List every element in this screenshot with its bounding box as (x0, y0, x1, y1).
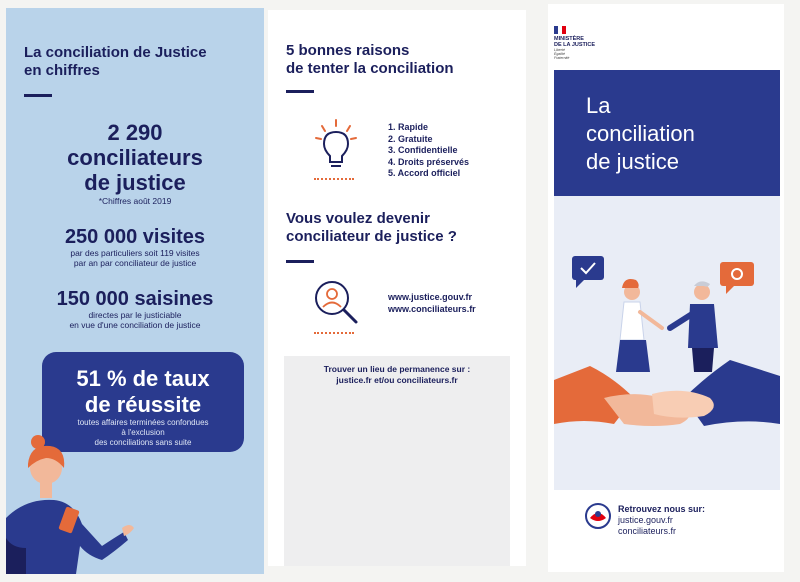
success-rate-value: 51 % de taux de réussite (76, 366, 210, 417)
list-item: 1. Rapide (388, 122, 429, 132)
stat-referrals-detail: directes par le justiciable en vue d'une conciliation de justice (69, 310, 201, 330)
become-title: Vous voulez devenir conciliateur de justice ? (286, 210, 457, 245)
ministry-motto: Liberté Égalité Fraternité (554, 48, 570, 61)
location-text: Trouver un lieu de permanence sur : justice.fr et/ou conciliateurs.fr (323, 364, 471, 385)
panel-cover (548, 4, 784, 572)
stat-conciliators: 2 290 conciliateurs de justice (67, 120, 203, 195)
stat-visits-detail: par des particuliers soit 119 visites par an par conciliateur de justice (70, 248, 200, 268)
stat-referrals: 150 000 saisines (56, 288, 214, 310)
success-rate-detail: toutes affaires terminées confondues à l'exclusion des conciliations sans suite (77, 418, 209, 447)
link-conciliateurs[interactable]: www.conciliateurs.fr (388, 303, 476, 314)
panel-reasons (268, 10, 526, 566)
ministry-logo: MINISTÈRE DE LA JUSTICE (554, 36, 596, 48)
stat-visits: 250 000 visites (64, 226, 206, 248)
list-item: 4. Droits préservés (388, 156, 470, 167)
icon-underline (314, 178, 354, 180)
icon-underline (314, 332, 354, 334)
magnifier-person-icon (310, 276, 362, 328)
list-item: 5. Accord officiel (388, 168, 461, 178)
reasons-title: 5 bonnes raisons de tenter la conciliation (286, 42, 454, 77)
location-box (284, 356, 510, 566)
reasons-list (388, 122, 469, 180)
reasons-divider (286, 90, 314, 93)
link-justice[interactable]: www.justice.gouv.fr (388, 292, 473, 302)
website-links (388, 292, 476, 315)
republic-flag-icon (554, 26, 566, 34)
stat-note: *Chiffres août 2019 (98, 196, 172, 206)
cover-title-box (554, 70, 780, 196)
become-divider (286, 260, 314, 263)
cover-title: La conciliation de justice (586, 93, 695, 174)
stats-title: La conciliation de Justice en chiffres (24, 44, 207, 79)
lightbulb-icon (312, 118, 360, 174)
panel-stats (6, 8, 264, 574)
list-item: 2. Gratuite (388, 133, 433, 144)
list-item: 3. Confidentielle (388, 145, 458, 155)
ministry-seal-icon (584, 502, 612, 530)
woman-with-phone-illustration (6, 428, 264, 574)
title-divider (24, 94, 52, 97)
cover-footer: Retrouvez nous sur: justice.gouv.fr conciliateurs.fr (618, 504, 706, 536)
handshake-illustration (554, 248, 780, 448)
